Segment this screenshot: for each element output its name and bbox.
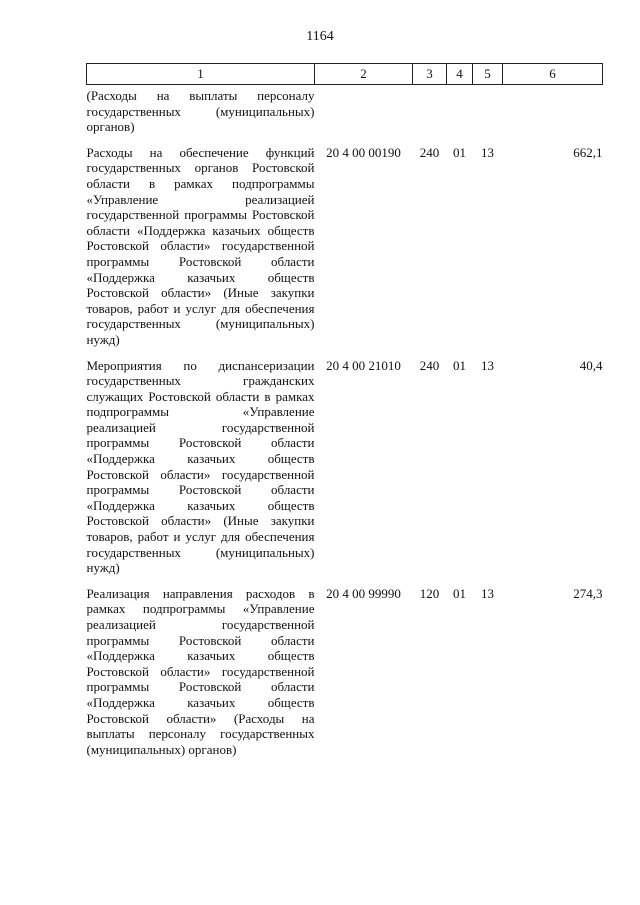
column-header: 1: [87, 64, 315, 85]
row-subsection: 13: [481, 357, 494, 373]
row-section: 01: [453, 357, 466, 373]
column-header: 2: [315, 64, 413, 85]
page-number: 1164: [306, 29, 334, 44]
row-section: 01: [453, 585, 466, 601]
column-header: 5: [473, 64, 503, 85]
row-description: Расходы на обеспечение функций государственных органов Ростовской области в рамках подпрограммы «Управление реализацией государственной программы Ростовской области «Поддержка казачьих обществ Ростовской области» государственной программы Ростовской области «Поддержка казачьих обществ Ростовской области» (Иные закупки товаров, работ и услуг для обеспечения государственных (муниципальных) нужд): [86, 144, 315, 347]
row-target-code: 20 4 00 99990: [326, 585, 401, 601]
row-amount: 274,3: [573, 585, 603, 601]
row-expense-type: 240: [419, 357, 440, 373]
table-row: [87, 576, 603, 758]
row-expense-type: 240: [419, 144, 440, 160]
row-subsection: 13: [481, 585, 494, 601]
budget-table: [86, 63, 603, 757]
column-header: 3: [413, 64, 447, 85]
column-number-row: [87, 64, 603, 85]
row-target-code: 20 4 00 00190: [326, 144, 401, 160]
row-description: Реализация направления расходов в рамках подпрограммы «Управление реализацией государственной программы Ростовской области «Поддержка казачьих обществ Ростовской области» государственной программы Ростовской области «Поддержка казачьих обществ Ростовской области» (Расходы на выплаты персоналу государственных (муниципальных) органов): [86, 585, 315, 757]
row-expense-type: 120: [419, 585, 440, 601]
table-row: [87, 135, 603, 348]
row-subsection: 13: [481, 144, 494, 160]
continuation-text: (Расходы на выплаты персоналу государственных (муниципальных) органов): [86, 88, 315, 135]
row-amount: 40,4: [579, 357, 603, 373]
table-row: [87, 348, 603, 576]
row-description: Мероприятия по диспансеризации государственных гражданских служащих Ростовской области в рамках подпрограммы «Управление реализацией государственной программы Ростовской области «Поддержка казачьих обществ Ростовской области» государственной программы Ростовской области «Поддержка казачьих обществ Ростовской области» (Иные закупки товаров, работ и услуг для обеспечения государственных (муниципальных) нужд): [86, 357, 315, 576]
continuation-row: [87, 85, 603, 135]
column-header: 6: [503, 64, 603, 85]
row-section: 01: [453, 144, 466, 160]
row-target-code: 20 4 00 21010: [326, 357, 401, 373]
row-amount: 662,1: [573, 144, 603, 160]
column-header: 4: [447, 64, 473, 85]
